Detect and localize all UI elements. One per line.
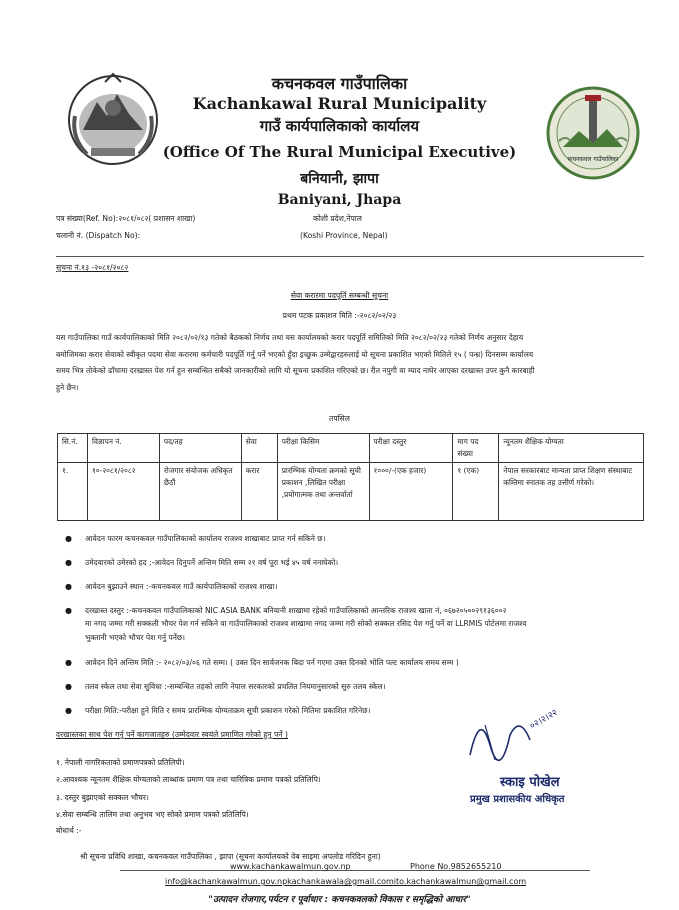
province-english: (Koshi Province, Nepal) [300,231,388,240]
vacancy-table [57,433,644,521]
bullet-fee-continued: मा नगद जम्मा गरी सक्कली भौचर पेश गर्न सकिने वा गाउँपालिकाको राजश्व शाखामा नगद जम्मा गरी सोको सक्कल रसिद पेश गर्नु पर्ने वा LLRMIS पोर्टलमा राजश्व [85,619,527,628]
document-item: १. नेपाली नागरिकताको प्रमाणपत्रको प्रतिलिपी। [56,758,185,767]
municipality-name-nepali: कचनकवल गाउँपालिका [271,74,408,93]
table-header-row [58,434,644,463]
publish-date: प्रथम पटक प्रकाशन मिति :-२०८२/०२/२३ [282,311,397,320]
document-item: २.आवश्यक न्यूनतम शैक्षिक योग्यताको लाब्धांक प्रमाण पत्र तथा चारित्रिक प्रमाण पत्रको प्रतिलिपि। [56,775,321,784]
municipality-name-english: Kachankawal Rural Municipality [192,94,487,113]
schedule-heading: तपसिल [329,414,350,423]
table-cell: १०००/-(एक हजार) [369,463,453,521]
column-header: सेवा [241,434,277,463]
documents-heading: दरखास्तका साथ पेश गर्नु पर्ने कागजातहरु (उम्मेदवार स्वयंले प्रमाणित गरेको हुनु पर्ने ) [56,730,288,739]
table-cell: १. [58,463,88,521]
bullet-application-form: ● आवेदन फारम कचनकवल गाउँपालिकाको कार्यालय राजश्व शाखाबाट प्राप्त गर्न सकिने छ। [85,532,325,546]
office-name-english: (Office Of The Rural Municipal Executive) [162,143,517,161]
cc-label: बोधार्थ :- [56,826,82,835]
footer-slogan: "उत्पादन रोजगार,पर्यटन र पूर्वाधार : कचनकवलको विकास र समृद्धिको आधार" [208,895,471,905]
paragraph-line: बमोजिमका करार सेवाको स्वीकृत पदमा सेवा करारमा कर्मचारी पदपूर्ति गर्नु पर्ने भएकाे हुँदा इच्छुक उम्मेद्वारहरुलाई यो सूचना प्रकाशित भएको मितिले १५ ( पन्ध्र) दिनसम्म कार्यालय [56,349,534,359]
bullet-deadline: ● आवेदन दिने अन्तिम मिति :- २०८२/०३/०६ गते सम्म। ( उक्त दिन सार्वजनक बिदा पर्न गएमा उक्त दिनको भोलि पल्ट कार्यालय समय सम्म ) [85,656,459,670]
table-cell: प्रारम्भिक योग्यता क्रमको सूची प्रकाशन ,लिखित परीक्षा ,प्रयोगात्मक तथा अन्तर्वार्ता [277,463,369,521]
column-header: माग पद संख्या [453,434,499,463]
document-item: ३. दस्तुर बुझाएको सक्कल भौचर। [56,793,149,802]
notice-number: सुचना नं.१३ -२०८१/२०८२ [56,263,129,272]
table-row [58,463,644,521]
bullet-exam-date: ● परीक्षा मिति:-परीक्षा हुने मिति र समय प्रारम्भिक योग्यताक्रम सूची प्रकाशन गरेको मितिमा प्रकाशित गरिनेछ। [85,704,370,718]
notice-paragraph [56,330,656,396]
bullet-submission-place: ● आवेदन बुझाउने स्थान :-कचनकवल गाउँ कार्यपालिकाको राजश्व शाखा। [85,580,277,594]
column-header: परीक्षा दस्तुर [369,434,453,463]
province-nepali: कोशी प्रदेश,नेपाल [313,214,362,223]
location-nepali: बनियानी, झापा [300,171,379,187]
footer-divider [120,870,590,871]
column-header: न्यूनतम शैक्षिक योग्यता [499,434,644,463]
dispatch-number: चलानी नं. (Dispatch No): [56,231,141,240]
cc-recipient: श्री सूचना प्रविधि शाखा, कचनकवल गाउँपालिका , झापा (सूचना कार्यालयको वेब साइमा अपलोड गरिदिन हुना) [80,852,381,861]
bullet-age-limit: ● उमेदवारको उमेरको हद ;-आवेदन दिनुपर्ने अन्तिम मिति सम्म २१ वर्ष पूरा भई ४५ वर्ष ननाघेको। [85,556,338,570]
location-english: Baniyani, Jhapa [277,192,402,208]
column-header: सि.नं. [58,434,88,463]
document-item: ४.सेवा सम्बन्धि तालिम तथा अनुभव भए सोको प्रमाण पत्रको प्रतिलिपि। [56,810,249,819]
bullet-fee-continued: भुक्तानी भएको भौचर पेश गर्नु पर्नेछ। [85,633,185,642]
column-header: पद/तह [159,434,241,463]
column-header: परीक्षा किसिम [277,434,369,463]
paragraph-line: यस गाउँपालिका गाउँ कार्यपालिकाको मिति २०८२/०२/१३ गतेको बैठकको निर्णय तथा यस कार्यालयको करार पदपूर्ति समितिको मिति २०८२/०२/२३ गतेको निर्णय अनुसार देहाय [56,333,524,342]
bullet-salary: ● तलव स्केल तथा सेवा सुविधा :-सम्बन्धित तहको लागि नेपाल सरकारको प्रचलित नियमानुसारको सुरु तलव स्केल। [85,680,386,694]
table-cell: १ (एक) [453,463,499,521]
footer-emails: info@kachankawalmun.gov.npkachankawala@gmail.comito.kachankawalmun@gmail.com [165,877,527,886]
paragraph-line: समय भित्र तोकेको ढाँचामा दरखास्त पेश गर्न हुन सम्बन्धित सबैको जानकारीको लागि यो सूचना प्रकाशित गरिएको छ। रीत नपुगी वा म्याद नाघेर आएका दरखास्त उपर कुनै कारबाही [56,366,535,375]
paragraph-line: हुने छैन। [56,382,79,392]
reference-number: पत्र संख्या(Ref. No):२०८१/०८२( प्रशासन शाखा) [56,214,196,223]
table-cell: करार [241,463,277,521]
notice-title: सेवा करारमा पदपूर्ति सम्बन्धी सूचना [290,291,389,300]
signature-date: ०२।२।२२ [528,707,560,732]
column-header: विज्ञापन नं. [87,434,159,463]
municipality-logo-caption: कचनकवल गाउँपालिका [567,156,619,163]
bullet-fee: ● दरखास्त दस्तुर :-कचनकवल गाउँपालिकाको NIC ASIA BANK बनियानी शाखामा रहेको गाउँपालिकाको आन्तरिक राजश्व खाता नं, ०६७२०५००२९१३६००२ [85,604,506,618]
office-name-nepali: गाउँ कार्यपालिकाको कार्यालय [259,117,420,135]
signatory-name: स्काइ पोखेल [500,775,560,790]
table-cell: नेपाल सरकारबाट मान्यता प्राप्त शिक्षण संस्थाबाट कम्तिमा स्नातक तह उत्तीर्ण गरेको। [499,463,644,521]
header-divider [56,256,644,257]
signatory-title: प्रमुख प्रशासकीय अधिकृत [470,794,565,805]
table-cell: १०-२०८१/२०८२ [87,463,159,521]
table-cell: रोजगार संयोजक अधिकृत छैठौं [159,463,241,521]
footer-website: www.kachankawalmun.gov.np [230,862,351,871]
footer-phone: Phone No.9852655210 [410,862,502,871]
